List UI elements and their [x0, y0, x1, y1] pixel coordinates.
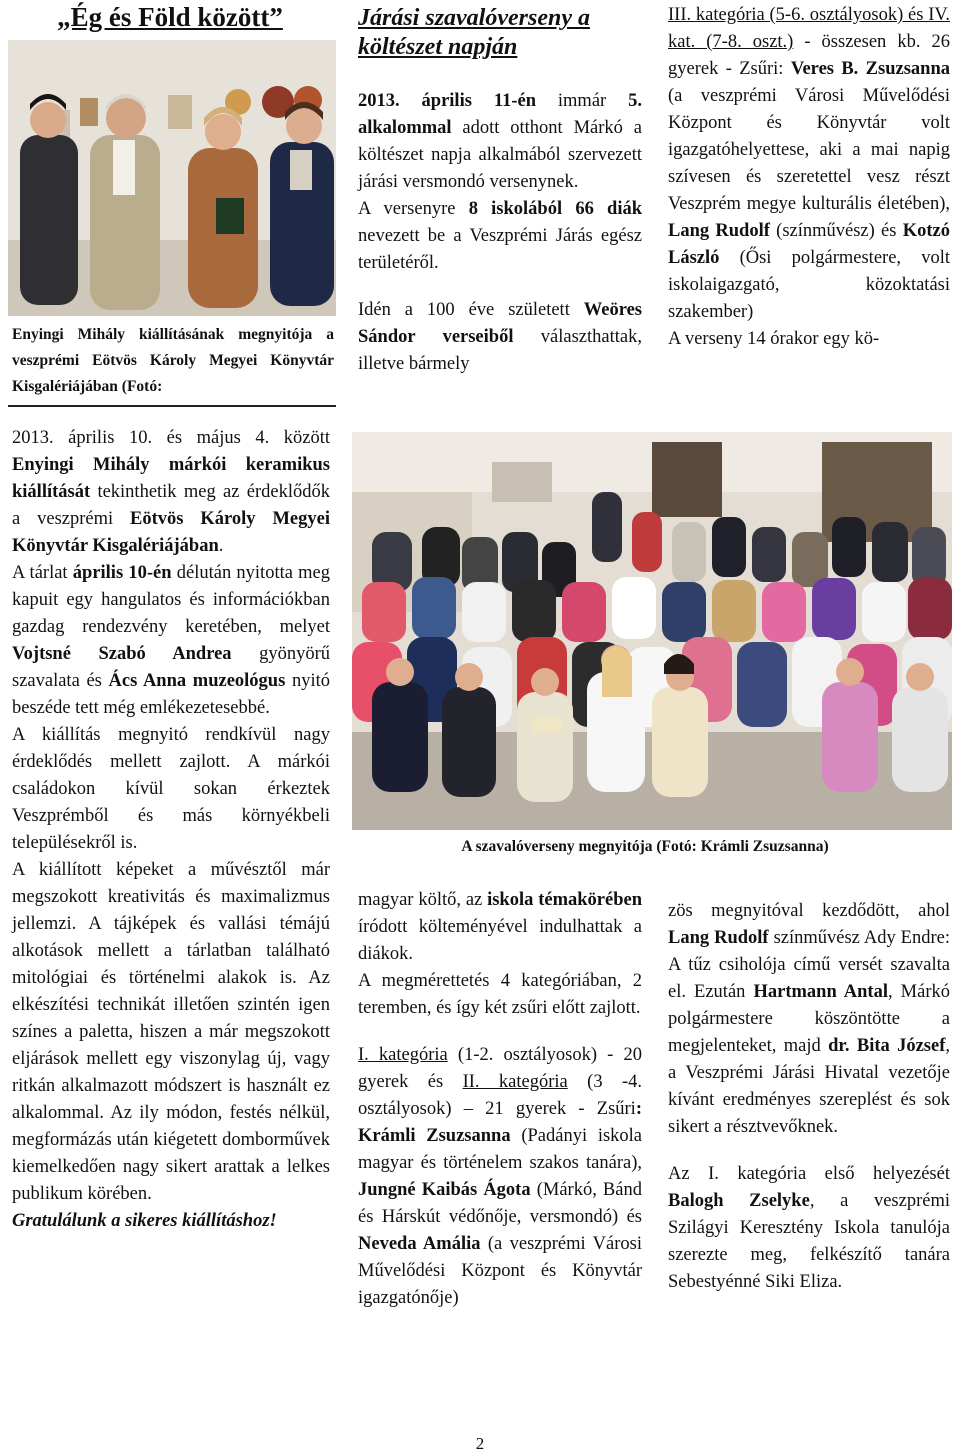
- contest-photo-caption: A szavalóverseny megnyitója (Fotó: Krámli Zsuzsanna): [461, 838, 829, 855]
- right-paragraph-1: III. kategória (5-6. osztályosok) és IV. kat. (7-8. oszt.) - összesen kb. 26 gyerek - Zsűri: Veres B. Zsuzsanna (a veszprémi Városi Művelődési Központ és Könyvtár volt igazgatóhelyettese, aki a mai napig szívesen és szeretettel vesz részt Veszprém megye kulturális életében), Lang Rudolf (színművész) és Kotzó László (Ősi polgármestere, volt iskolaigazgató, közoktatási szakember): [668, 5, 950, 322]
- left-closing: Gratulálunk a sikeres kiállításhoz!: [12, 1211, 277, 1231]
- middle-paragraph-2: A versenyre 8 iskolából 66 diák nevezett be a Veszprémi Járás egész területéről.: [358, 199, 642, 273]
- left-paragraph-3: A kiállítás megnyitó rendkívül nagy érdeklődés mellett zajlott. A márkói családokon kívül sokan érkeztek Veszprémből és más környékbeli településekről is.: [12, 725, 330, 853]
- poetry-contest-title: Járási szavalóverseny a költészet napján: [358, 5, 590, 60]
- left-column-text: [12, 425, 330, 1235]
- right-column-top-text: [668, 2, 950, 353]
- middle-paragraph-6: I. kategória (1-2. osztályosok) - 20 gyerek és II. kategória (3 -4. osztályosok) – 21 gyerek - Zsűri: Krámli Zsuzsanna (Padányi iskola magyar és történelem szakos tanára), Jungné Kaibás Ágota (Márkó, Bánd és Hárskút védőnője, versmondó) és Neveda Amália (a veszprémi Városi Művelődési Központ és Könyvtár igazgatónője): [358, 1045, 643, 1308]
- left-paragraph-2: A tárlat április 10-én délután nyitotta meg kapuit egy hangulatos és információkban gazdag rendezvény keretében, melyet Vojtsné Szabó Andrea gyönyörű szavalata és Ács Anna muzeológus nyitó beszéde tett még emlékezetesebbé.: [12, 563, 331, 718]
- right-paragraph-2: A verseny 14 órakor egy kö-: [668, 329, 880, 349]
- exhibition-title: „Ég és Föld között”: [57, 2, 283, 32]
- middle-paragraph-3: Idén a 100 éve született Weöres Sándor verseiből választhattak, illetve bármely: [358, 300, 642, 374]
- left-paragraph-1: 2013. április 10. és május 4. között Enyingi Mihály márkói keramikus kiállítását tekinthetik meg az érdeklődők a veszprémi Eötvös Károly Megyei Könyvtár Kisgalériájában.: [12, 428, 330, 556]
- contest-photo: [352, 432, 952, 830]
- middle-column-top-text: [358, 88, 642, 378]
- middle-paragraph-5: A megmérettetés 4 kategóriában, 2 teremben, és így két zsűri előtt zajlott.: [358, 971, 642, 1018]
- middle-paragraph-1: 2013. április 11-én immár 5. alkalommal adott otthont Márkó a költészet napja alkalmából szervezett járási versmondó versenynek.: [358, 91, 642, 192]
- right-paragraph-3: zös megnyitóval kezdődött, ahol Lang Rudolf színművész Ady Endre: A tűz csiholója című versét szavalta el. Ezután Hartmann Antal, Márkó polgármestere köszöntötte a megjelenteket, majd dr. Bita József, a Veszprémi Járási Hivatal vezetője kívánt eredményes szereplést és sok sikert a résztvevőknek.: [668, 901, 950, 1137]
- caption-divider: [8, 405, 336, 407]
- contest-photo-scene: [352, 432, 952, 830]
- right-paragraph-4: Az I. kategória első helyezését Balogh Zselyke, a veszprémi Szilágyi Keresztény Iskola tanulója szerezte meg, felkészítő tanára Sebestyénné Siki Eliza.: [668, 1164, 950, 1292]
- left-paragraph-4: A kiállított képeket a művésztől már megszokott kreativitás és maximalizmus jellemzi. A tájképek és vallási témájú alkotások mellett a tárlatban található mitológiai és történelmi alakok is. Az elkészítési technikát illetően szintén igen színes a paletta, hiszen a már megszokott eljárások mellett egy viszonylag új, vagy ritkán alkalmazott módszert is használt ez alkalommal. Az ily módon, festés nélkül, megformázás után kiégetett domborművek kiemelkedően nagy sikert arattak a lelkes publikum körében.: [12, 860, 330, 1204]
- middle-paragraph-4: magyar költő, az iskola témakörében íródott költeményével indulhattak a diákok.: [358, 890, 642, 964]
- page-number: 2: [475, 1434, 485, 1453]
- exhibition-photo-caption: Enyingi Mihály kiállításának megnyitója a veszprémi Eötvös Károly Megyei Könyvtár Kisgalériájában (Fotó:: [12, 326, 334, 395]
- exhibition-photo: [8, 40, 336, 316]
- middle-column-bottom-text: [358, 887, 642, 1312]
- right-column-bottom-text: [668, 898, 950, 1296]
- exhibition-photo-figures: [8, 40, 336, 316]
